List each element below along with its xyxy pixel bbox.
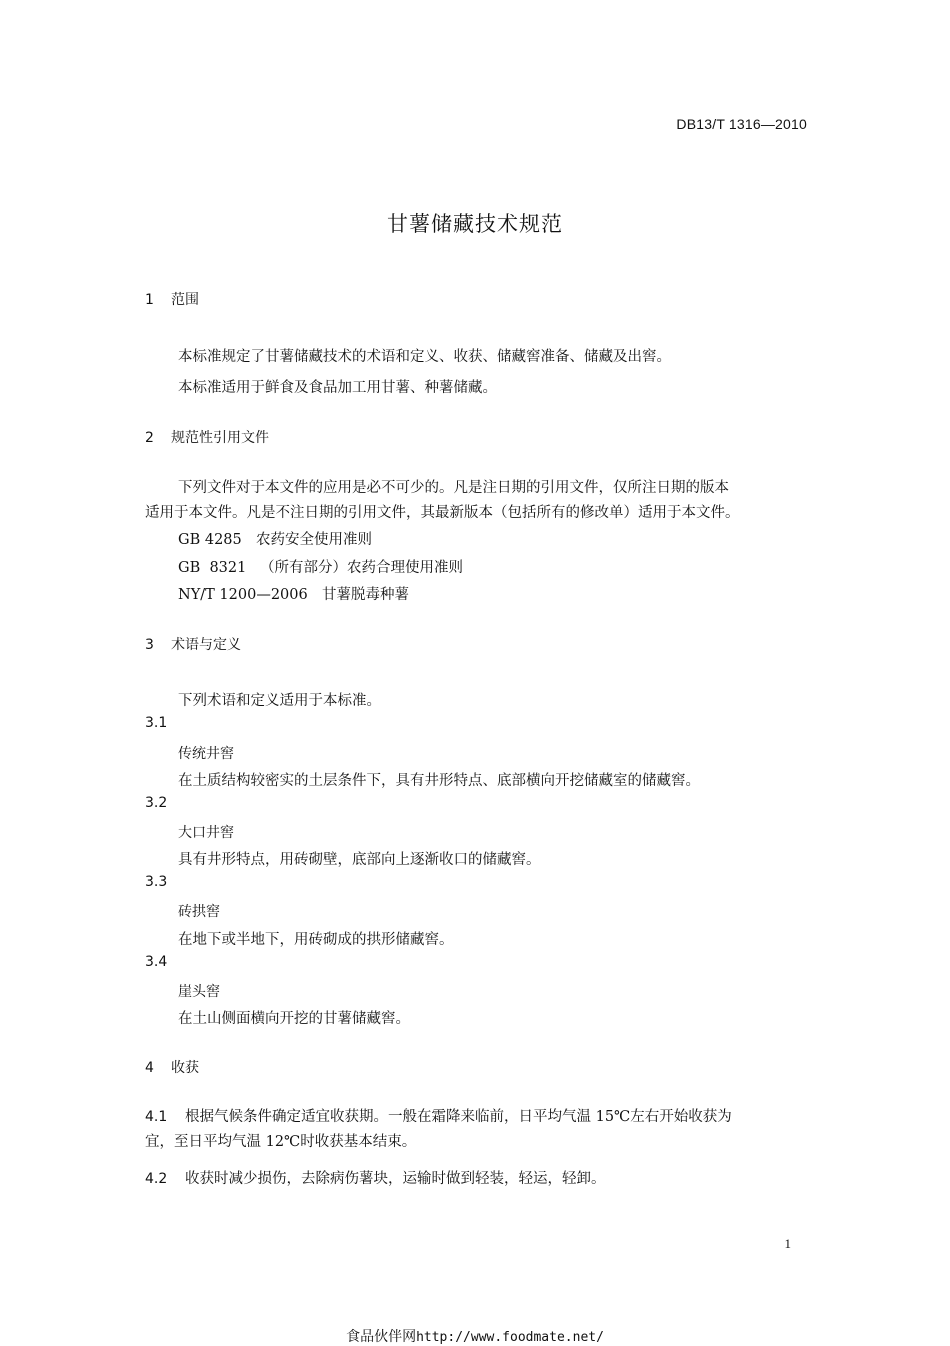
term-definition: 在地下或半地下，用砖砌成的拱形储藏窖。 [178,932,454,948]
document-title: 甘薯储藏技术规范 [387,212,563,236]
term-number: 3.3 [145,874,168,890]
clause-text: 根据气候条件确定适宜收获期。一般在霜降来临前，日平均气温 15℃左右开始收获为 [185,1109,732,1125]
reference-code: GB 4285 [178,532,242,548]
paragraph: 本标准适用于鲜食及食品加工用甘薯、种薯储藏。 [178,380,497,396]
term-name: 大口井窖 [178,825,234,841]
clause-number: 4.1 [145,1109,168,1125]
section-2-heading [145,427,269,447]
normative-reference [178,528,372,549]
term-number: 3.1 [145,715,168,731]
clause-number: 4.2 [145,1171,168,1187]
reference-code: NY/T 1200—2006 [178,587,308,603]
normative-reference [178,556,463,577]
section-number: 1 [145,292,154,308]
term-name: 砖拱窖 [178,904,220,920]
paragraph: 下列术语和定义适用于本标准。 [178,693,381,709]
term-number: 3.4 [145,954,168,970]
normative-reference [178,583,409,604]
section-4-heading [145,1057,199,1077]
section-3-heading [145,634,241,654]
paragraph-line: 下列文件对于本文件的应用是必不可少的。凡是注日期的引用文件，仅所注日期的版本 [178,480,729,496]
section-title: 收获 [171,1060,199,1076]
term-name: 传统井窖 [178,746,234,762]
section-title: 术语与定义 [171,637,241,653]
reference-code: GB 8321 [178,560,247,576]
paragraph: 本标准规定了甘薯储藏技术的术语和定义、收获、储藏窖准备、储藏及出窖。 [178,349,671,365]
section-number: 2 [145,430,154,446]
paragraph-line: 适用于本文件。凡是不注日期的引用文件，其最新版本（包括所有的修改单）适用于本文件。 [145,505,740,521]
clause-text-continued: 宜，至日平均气温 12℃时收获基本结束。 [145,1134,417,1150]
clause-4-2 [145,1167,606,1188]
term-definition: 具有井形特点，用砖砌壁，底部向上逐渐收口的储藏窖。 [178,852,541,868]
reference-title: （所有部分）农药合理使用准则 [260,560,463,576]
reference-title: 甘薯脱毒种薯 [322,587,409,603]
footer-site-name: 食品伙伴网 [346,1329,417,1345]
section-title: 范围 [171,292,199,308]
reference-title: 农药安全使用准则 [256,532,372,548]
section-title: 规范性引用文件 [171,430,269,446]
clause-text: 收获时减少损伤，去除病伤薯块，运输时做到轻装，轻运，轻卸。 [185,1171,606,1187]
clause-4-1 [145,1105,732,1126]
term-definition: 在土质结构较密实的土层条件下，具有井形特点、底部横向开挖储藏室的储藏窖。 [178,773,700,789]
footer-watermark [0,1326,950,1346]
section-1-heading [145,289,199,309]
term-name: 崖头窖 [178,984,220,1000]
term-number: 3.2 [145,795,168,811]
section-number: 3 [145,637,154,653]
standard-code: DB13/T 1316—2010 [676,116,807,132]
footer-url[interactable]: http://www.foodmate.net/ [416,1330,604,1345]
page-number: 1 [784,1236,791,1251]
term-definition: 在土山侧面横向开挖的甘薯储藏窖。 [178,1011,410,1027]
section-number: 4 [145,1060,154,1076]
